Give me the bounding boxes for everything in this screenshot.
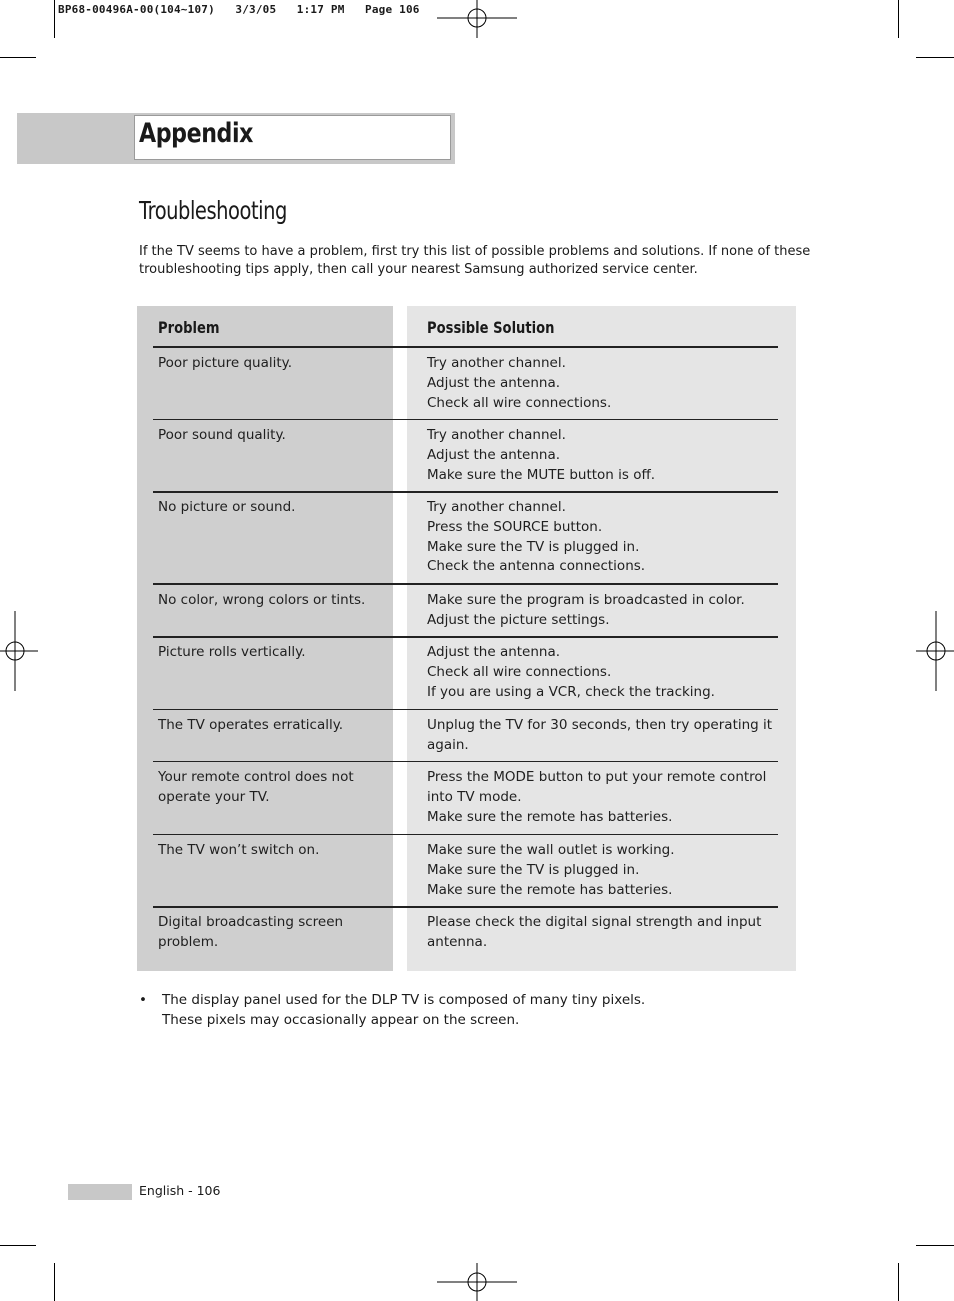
solution-line: Make sure the TV is plugged in. [427, 538, 640, 555]
page-title: Appendix [139, 118, 254, 149]
crop-mark [0, 57, 36, 58]
solution-line: into TV mode. [427, 788, 522, 805]
registration-mark-icon [437, 0, 517, 40]
crop-mark [898, 0, 899, 38]
solution-line: Try another channel. [427, 499, 566, 515]
solution-line: again. [427, 736, 469, 753]
row-divider [153, 709, 778, 710]
section-title: Troubleshooting [139, 196, 287, 225]
problem-cell: No picture or sound. [158, 499, 296, 515]
solution-line: Press the MODE button to put your remote control [427, 769, 767, 785]
footer-bar [68, 1184, 132, 1200]
row-divider [153, 906, 778, 908]
problem-cell: Digital broadcasting screen problem. [158, 914, 344, 950]
problem-column-header: Problem [158, 318, 220, 337]
problem-column-background [137, 306, 393, 971]
row-divider [153, 636, 778, 638]
row-divider [153, 419, 778, 420]
solution-line: Adjust the antenna. [427, 446, 561, 463]
solution-line: Try another channel. [427, 427, 566, 443]
problem-cell: Poor sound quality. [158, 427, 286, 443]
solution-cell [427, 498, 772, 577]
solution-cell [427, 913, 772, 953]
row-divider [153, 491, 778, 493]
solution-cell [427, 426, 772, 485]
solution-line: Make sure the TV is plugged in. [427, 861, 640, 878]
solution-line: Make sure the wall outlet is working. [427, 842, 675, 858]
print-slug: BP68-00496A-00(104~107) 3/3/05 1:17 PM Page 106 [58, 3, 420, 16]
row-divider [153, 583, 778, 585]
registration-mark-icon [0, 611, 38, 691]
problem-cell: Picture rolls vertically. [158, 644, 306, 660]
solution-cell [427, 643, 772, 702]
solution-line: Check the antenna connections. [427, 558, 646, 575]
solution-line: Make sure the program is broadcasted in color. [427, 592, 745, 608]
registration-mark-icon [437, 1262, 517, 1301]
solution-cell [427, 768, 772, 827]
crop-mark [54, 0, 55, 38]
solution-line: Adjust the antenna. [427, 374, 561, 391]
bullet-icon: • [139, 992, 147, 1008]
row-divider [153, 834, 778, 835]
header-rule [153, 346, 778, 348]
solution-line: antenna. [427, 933, 488, 950]
solution-line: Adjust the antenna. [427, 644, 561, 660]
solution-line: Try another channel. [427, 355, 566, 371]
intro-paragraph: If the TV seems to have a problem, first try this list of possible problems and solutions. If none of these troubleshooting tips apply, then call your nearest Samsung authorized service center. [139, 244, 811, 277]
problem-cell: Poor picture quality. [158, 355, 293, 371]
solution-cell [427, 841, 772, 900]
crop-mark [0, 1245, 36, 1246]
solution-line: Unplug the TV for 30 seconds, then try operating it [427, 717, 773, 733]
solution-cell [427, 591, 772, 631]
solution-line: Make sure the remote has batteries. [427, 808, 673, 825]
page-number: English - 106 [139, 1183, 221, 1198]
problem-cell: The TV won’t switch on. [158, 842, 320, 858]
solution-line: Make sure the remote has batteries. [427, 881, 673, 898]
solution-line: Make sure the MUTE button is off. [427, 466, 656, 483]
problem-cell: No color, wrong colors or tints. [158, 592, 366, 608]
solution-cell [427, 716, 772, 756]
solution-cell [427, 354, 772, 413]
solution-line: Press the SOURCE button. [427, 518, 603, 535]
solution-line: If you are using a VCR, check the tracking. [427, 683, 715, 700]
solution-line: Check all wire connections. [427, 663, 612, 680]
note-line: These pixels may occasionally appear on the screen. [162, 1012, 520, 1028]
solution-line: Adjust the picture settings. [427, 611, 610, 628]
solution-line: Check all wire connections. [427, 394, 612, 411]
registration-mark-icon [916, 611, 954, 691]
row-divider [153, 761, 778, 762]
note-line: The display panel used for the DLP TV is composed of many tiny pixels. [162, 992, 646, 1008]
crop-mark [916, 1245, 954, 1246]
crop-mark [898, 1263, 899, 1301]
crop-mark [54, 1263, 55, 1301]
crop-mark [916, 57, 954, 58]
solution-column-header: Possible Solution [427, 318, 555, 337]
solution-line: Please check the digital signal strength and input [427, 914, 762, 930]
problem-cell: The TV operates erratically. [158, 717, 344, 733]
problem-cell: Your remote control does not operate your TV. [158, 769, 354, 805]
